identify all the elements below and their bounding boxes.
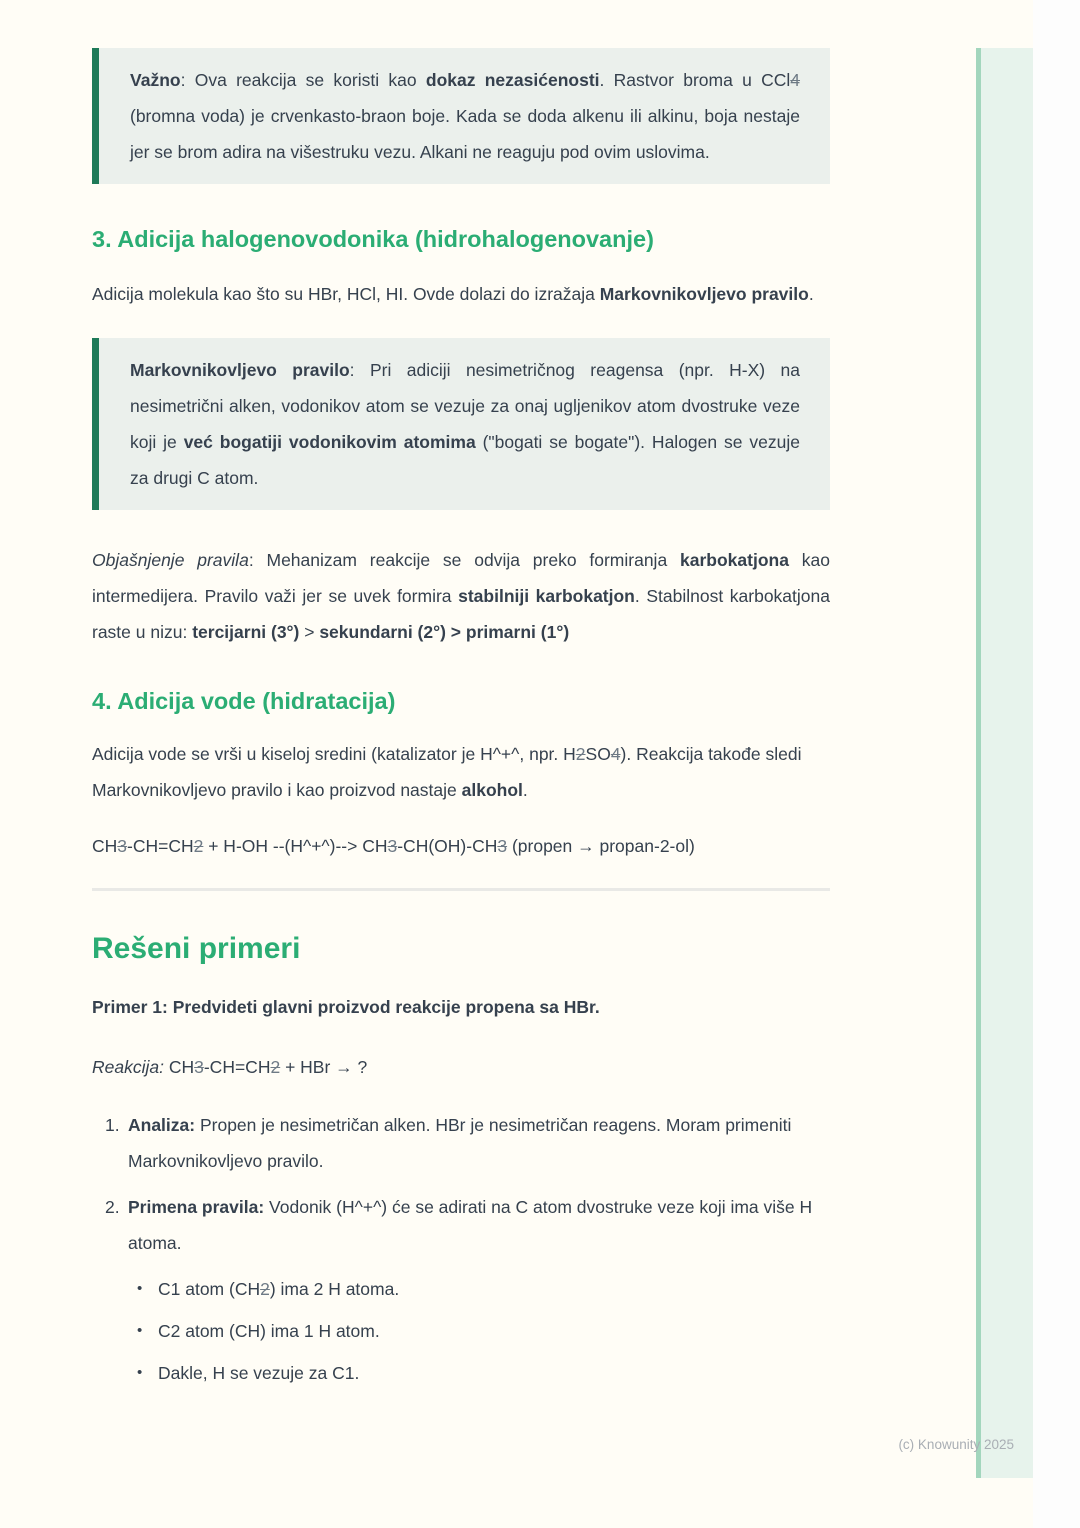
- heading-solved-examples: Rešeni primeri: [92, 932, 301, 965]
- page-right-gutter: [1033, 0, 1080, 1528]
- bullet-icon: •: [137, 1280, 143, 1297]
- copyright-watermark: (c) Knowunity 2025: [898, 1437, 1014, 1452]
- equation-hydration: CH3-CH=CH2 + H-OH --(H^+^)--> CH3-CH(OH)-CH3 (propen → propan-2-ol): [92, 836, 695, 856]
- paragraph-hydration-intro: Adicija vode se vrši u kiseloj sredini (katalizator je H^+^, npr. H2SO4). Reakcija takođe sledi Markovnikovljevo pravilo i kao proizvod nastaje alkohol.: [92, 744, 802, 800]
- section-heading-4: 4. Adicija vode (hidratacija): [92, 688, 396, 714]
- bullet-icon: •: [137, 1322, 143, 1339]
- paragraph-hydrohalogenation-intro: Adicija molekula kao što su HBr, HCl, HI. Ovde dolazi do izražaja Markovnikovljevo pravilo.: [92, 284, 814, 304]
- bullet-item-c2: [137, 1313, 830, 1349]
- page-edge-decoration-bar: [976, 48, 1033, 1478]
- bullet-item-text: Dakle, H se vezuje za C1.: [158, 1363, 360, 1383]
- bullet-item-text: C1 atom (CH2) ima 2 H atoma.: [158, 1279, 400, 1299]
- callout-important-text: Važno: Ova reakcija se koristi kao dokaz nezasićenosti. Rastvor broma u CCl4 (bromna voda) je crvenkasto-braon boje. Kada se doda alkenu ili alkinu, boja nestaje jer se brom adira na višestruku vezu. Alkani ne reaguju pod ovim uslovima.: [130, 70, 800, 162]
- example-1-reaction: Reakcija: CH3-CH=CH2 + HBr → ?: [92, 1057, 368, 1077]
- callout-important: [92, 48, 830, 184]
- example-1-bullet-list: [137, 1271, 830, 1391]
- list-item-number: 1.: [105, 1115, 120, 1135]
- example-1-title: Primer 1: Predvideti glavni proizvod reakcije propena sa HBr.: [92, 997, 600, 1017]
- paragraph-rule-explanation: Objašnjenje pravila: Mehanizam reakcije se odvija preko formiranja karbokatjona kao intermedijera. Pravilo važi jer se uvek formira stabilniji karbokatjon. Stabilnost karbokatjona raste u nizu: tercijarni (3°) > sekundarni (2°) > primarni (1°): [92, 550, 830, 642]
- list-item-text: Analiza: Propen je nesimetričan alken. HBr je nesimetričan reagens. Moram primeniti Markovnikovljevo pravilo.: [128, 1115, 792, 1171]
- bullet-item-text: C2 atom (CH) ima 1 H atom.: [158, 1321, 380, 1341]
- callout-markovnikov-rule: [92, 338, 830, 510]
- bullet-item-c1: [137, 1271, 830, 1307]
- example-1-steps-list: [105, 1107, 830, 1391]
- callout-markovnikov-rule-text: Markovnikovljevo pravilo: Pri adiciji nesimetričnog reagensa (npr. H-X) na nesimetrični alken, vodonikov atom se vezuje za onaj ugljenikov atom dvostruke veze koji je već bogatiji vodonikovim atomima ("bogati se bogate"). Halogen se vezuje za drugi C atom.: [130, 360, 800, 488]
- section-divider: [92, 888, 830, 891]
- list-item-analysis: [105, 1107, 830, 1179]
- list-item-apply-rule: [105, 1189, 830, 1261]
- document-content: [92, 48, 830, 1397]
- list-item-text: Primena pravila: Vodonik (H^+^) će se adirati na C atom dvostruke veze koji ima više H atoma.: [128, 1197, 813, 1253]
- section-heading-3: 3. Adicija halogenovodonika (hidrohalogenovanje): [92, 226, 654, 252]
- bullet-icon: •: [137, 1364, 143, 1381]
- list-item-number: 2.: [105, 1197, 120, 1217]
- bullet-item-conclusion: [137, 1355, 830, 1391]
